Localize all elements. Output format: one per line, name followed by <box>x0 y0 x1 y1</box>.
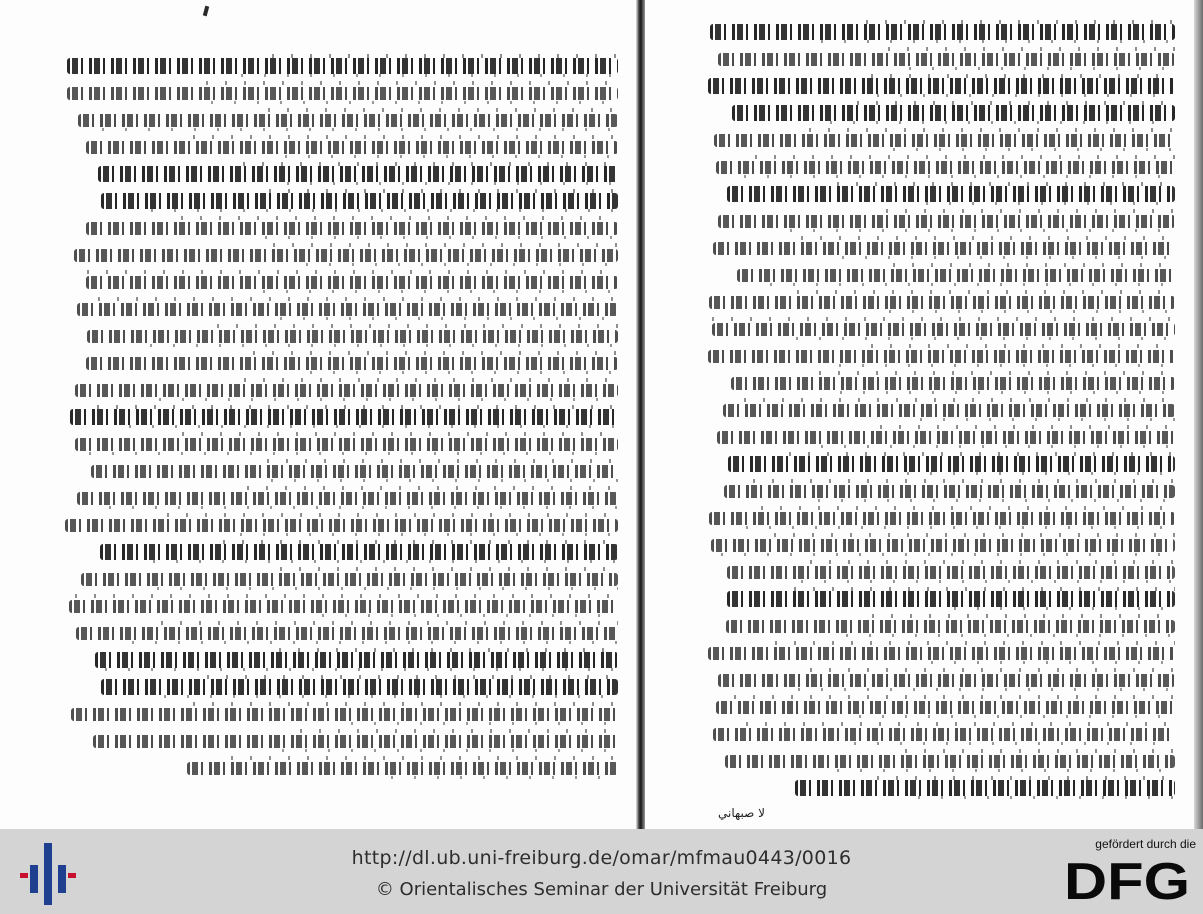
handwritten-text <box>86 222 618 235</box>
folio-mark <box>203 6 209 17</box>
diacritic-marks <box>882 310 1175 313</box>
handwritten-text <box>78 114 618 127</box>
manuscript-line <box>58 619 618 645</box>
diacritic-marks <box>299 263 618 266</box>
manuscript-line <box>701 45 1175 71</box>
book-gutter <box>636 0 645 829</box>
diacritic-marks <box>315 614 618 617</box>
diacritic-marks <box>911 796 1175 799</box>
handwritten-text <box>728 456 1175 472</box>
manuscript-line <box>701 315 1175 341</box>
diacritic-marks <box>823 121 1175 124</box>
handwritten-text <box>75 438 618 451</box>
diacritic-marks <box>739 526 1175 529</box>
diacritic-marks <box>256 290 618 293</box>
handwritten-text <box>716 161 1175 174</box>
diacritic-marks <box>797 290 1175 294</box>
diacritic-marks <box>870 94 1175 97</box>
handwritten-text <box>726 620 1175 633</box>
manuscript-line <box>701 180 1175 206</box>
diacritic-marks <box>763 283 1175 286</box>
manuscript-line <box>701 558 1175 584</box>
diacritic-marks <box>231 756 618 760</box>
manuscript-line <box>58 592 618 618</box>
manuscript-line <box>58 727 618 753</box>
diacritic-marks <box>886 148 1175 151</box>
diacritic-marks <box>761 506 1175 510</box>
handwritten-text <box>75 384 618 397</box>
diacritic-marks <box>161 621 618 625</box>
diacritic-marks <box>157 695 618 698</box>
handwritten-text <box>86 141 618 154</box>
manuscript-line <box>58 376 618 402</box>
manuscript-line <box>701 612 1175 638</box>
diacritic-marks <box>87 270 618 274</box>
diacritic-marks <box>819 371 1175 375</box>
diacritic-marks <box>193 135 618 139</box>
diacritic-marks <box>98 297 618 301</box>
left-manuscript-page <box>0 0 638 829</box>
diacritic-marks <box>182 432 618 436</box>
diacritic-marks <box>102 506 618 509</box>
diacritic-marks <box>152 398 618 401</box>
handwritten-text <box>67 58 618 74</box>
handwritten-text <box>69 600 618 613</box>
diacritic-marks <box>755 155 1175 159</box>
dfg-logo-icon <box>1064 855 1192 905</box>
diacritic-marks <box>791 688 1175 691</box>
handwritten-text <box>100 544 618 560</box>
diacritic-marks <box>902 67 1175 70</box>
handwritten-text <box>76 627 618 640</box>
manuscript-line <box>58 241 618 267</box>
handwritten-text <box>71 708 618 721</box>
manuscript-line <box>58 268 618 294</box>
manuscript-line <box>701 774 1175 800</box>
manuscript-line <box>58 52 618 78</box>
manuscript-line <box>701 450 1175 476</box>
handwritten-text <box>795 780 1175 796</box>
handwritten-text <box>70 409 618 425</box>
diacritic-marks <box>734 695 1175 699</box>
handwritten-text <box>709 512 1175 525</box>
diacritic-marks <box>206 81 618 85</box>
diacritic-marks <box>193 702 618 706</box>
manuscript-line <box>701 99 1175 125</box>
diacritic-marks <box>753 479 1175 483</box>
diacritic-marks <box>122 425 618 428</box>
handwritten-text <box>713 728 1175 741</box>
manuscript-line <box>58 349 618 375</box>
diacritic-marks <box>267 459 618 463</box>
diacritic-marks <box>810 668 1175 672</box>
manuscript-line <box>701 666 1175 692</box>
handwritten-text <box>718 674 1175 687</box>
viewer-footer <box>0 829 1203 914</box>
handwritten-text <box>74 249 618 262</box>
handwritten-text <box>718 53 1175 66</box>
diacritic-marks <box>258 236 618 239</box>
manuscript-line <box>701 585 1175 611</box>
handwritten-text <box>718 215 1175 228</box>
handwritten-text <box>713 242 1175 255</box>
handwritten-text <box>187 762 618 775</box>
handwritten-text <box>77 492 618 505</box>
handwritten-text <box>716 701 1175 714</box>
diacritic-marks <box>783 229 1175 232</box>
diacritic-marks <box>872 614 1175 618</box>
handwritten-text <box>723 404 1175 417</box>
manuscript-line <box>58 565 618 591</box>
manuscript-line <box>701 369 1175 395</box>
diacritic-marks <box>774 533 1175 537</box>
diacritic-marks <box>143 344 618 347</box>
diacritic-marks <box>344 722 618 725</box>
manuscript-line <box>58 106 618 132</box>
handwritten-text <box>91 465 618 478</box>
manuscript-line <box>58 187 618 213</box>
diacritic-marks <box>244 378 618 382</box>
diacritic-marks <box>181 216 618 220</box>
handwritten-text <box>731 377 1175 390</box>
diacritic-marks <box>253 351 618 355</box>
page-edge <box>1194 0 1203 829</box>
diacritic-marks <box>905 749 1175 753</box>
diacritic-marks <box>217 324 618 328</box>
handwritten-text <box>98 166 618 182</box>
handwritten-text <box>732 105 1175 121</box>
manuscript-line <box>58 214 618 240</box>
manuscript-line <box>701 207 1175 233</box>
manuscript-line <box>58 403 618 429</box>
handwritten-text <box>87 330 618 343</box>
diacritic-marks <box>809 128 1175 132</box>
manuscript-line <box>701 234 1175 260</box>
diacritic-marks <box>233 533 618 536</box>
diacritic-marks <box>947 607 1175 610</box>
manuscript-line <box>701 18 1175 44</box>
handwritten-text <box>711 539 1175 552</box>
manuscript-line <box>701 477 1175 503</box>
diacritic-marks <box>789 337 1175 340</box>
diacritic-marks <box>300 729 618 733</box>
diacritic-marks <box>712 317 1175 321</box>
left-page-text-block <box>58 52 618 781</box>
handwritten-text <box>708 78 1175 94</box>
diacritic-marks <box>146 560 618 563</box>
catchword: لا صبهاني <box>718 806 765 820</box>
diacritic-marks <box>75 594 618 598</box>
diacritic-marks <box>247 486 618 490</box>
handwritten-text <box>708 350 1175 363</box>
diacritic-marks <box>794 580 1175 583</box>
manuscript-line <box>701 153 1175 179</box>
manuscript-line <box>701 639 1175 665</box>
manuscript-line <box>58 511 618 537</box>
manuscript-line <box>701 72 1175 98</box>
handwritten-text <box>737 269 1175 282</box>
diacritic-marks <box>204 101 618 104</box>
handwritten-text <box>710 24 1175 40</box>
handwritten-text <box>67 87 618 100</box>
manuscript-line <box>701 126 1175 152</box>
diacritic-marks <box>833 391 1175 394</box>
diacritic-marks <box>125 641 618 644</box>
diacritic-marks <box>150 587 618 590</box>
manuscript-line <box>701 747 1175 773</box>
diacritic-marks <box>98 668 618 671</box>
diacritic-marks <box>835 256 1175 259</box>
manuscript-line <box>58 673 618 699</box>
manuscript-line <box>58 295 618 321</box>
manuscript-line <box>58 538 618 564</box>
handwritten-text <box>81 573 618 586</box>
diacritic-marks <box>924 661 1175 664</box>
manuscript-line <box>701 720 1175 746</box>
diacritic-marks <box>280 567 618 571</box>
manuscript-line <box>58 322 618 348</box>
manuscript-line <box>58 646 618 672</box>
manuscript-line <box>701 504 1175 530</box>
handwritten-text <box>727 186 1175 202</box>
manuscript-line <box>701 288 1175 314</box>
diacritic-marks <box>913 418 1175 421</box>
diacritic-marks <box>880 425 1175 429</box>
manuscript-line <box>58 160 618 186</box>
manuscript-line <box>701 693 1175 719</box>
diacritic-marks <box>268 108 618 112</box>
diacritic-marks <box>273 243 618 247</box>
diacritic-marks <box>847 742 1175 745</box>
manuscript-line <box>701 531 1175 557</box>
diacritic-marks <box>839 634 1175 637</box>
handwritten-text <box>714 134 1175 147</box>
manuscript-line <box>58 79 618 105</box>
diacritic-marks <box>852 715 1175 718</box>
handwritten-text <box>77 303 618 316</box>
manuscript-line <box>701 261 1175 287</box>
diacritic-marks <box>811 499 1175 502</box>
manuscript-line <box>701 396 1175 422</box>
manuscript-line <box>58 430 618 456</box>
handwritten-text <box>93 735 618 748</box>
handwritten-text <box>727 566 1175 579</box>
diacritic-marks <box>886 209 1175 213</box>
handwritten-text <box>101 679 618 695</box>
right-manuscript-page <box>645 0 1203 829</box>
dfg-funding-block <box>1062 837 1196 909</box>
diacritic-marks <box>893 263 1175 267</box>
handwritten-text <box>101 193 618 209</box>
diacritic-marks <box>744 398 1175 402</box>
handwritten-text <box>86 357 618 370</box>
manuscript-line <box>58 457 618 483</box>
handwritten-text <box>727 591 1175 607</box>
handwritten-text <box>725 755 1175 768</box>
diacritic-marks <box>384 776 618 779</box>
diacritic-marks <box>737 175 1175 178</box>
handwritten-text <box>717 431 1175 444</box>
right-page-text-block <box>701 18 1175 801</box>
diacritic-marks <box>801 236 1175 240</box>
diacritic-marks <box>810 560 1175 564</box>
diacritic-marks <box>714 553 1175 556</box>
diacritic-marks <box>264 479 618 482</box>
handwritten-text <box>86 276 618 289</box>
manuscript-line <box>58 484 618 510</box>
dfg-logo-text: DFG <box>1064 855 1190 905</box>
handwritten-text <box>708 647 1175 660</box>
diacritic-marks <box>814 40 1175 43</box>
diacritic-marks <box>82 452 618 455</box>
diacritic-marks <box>278 155 618 158</box>
diacritic-marks <box>775 641 1175 645</box>
diacritic-marks <box>814 445 1175 448</box>
manuscript-line <box>701 423 1175 449</box>
handwritten-text <box>95 652 618 668</box>
diacritic-marks <box>273 317 618 320</box>
document-url: http://dl.ub.uni-freiburg.de/omar/mfmau0443/0016 <box>351 847 852 869</box>
diacritic-marks <box>275 749 618 752</box>
funding-caption: gefördert durch die <box>1095 837 1196 851</box>
manuscript-line <box>58 133 618 159</box>
diacritic-marks <box>900 472 1175 475</box>
manuscript-line <box>58 754 618 780</box>
diacritic-marks <box>919 202 1175 205</box>
diacritic-marks <box>280 182 618 185</box>
handwritten-text <box>712 323 1175 336</box>
diacritic-marks <box>95 128 618 131</box>
diacritic-marks <box>234 74 618 77</box>
handwritten-text <box>65 519 618 532</box>
diacritic-marks <box>144 209 618 212</box>
diacritic-marks <box>303 371 618 374</box>
diacritic-marks <box>832 364 1175 367</box>
copyright-notice: © Orientalisches Seminar der Universität Freiburg <box>375 879 828 900</box>
handwritten-text <box>724 485 1175 498</box>
diacritic-marks <box>830 769 1175 772</box>
manuscript-line <box>58 700 618 726</box>
diacritic-marks <box>871 344 1175 348</box>
diacritic-marks <box>167 513 618 517</box>
diacritic-marks <box>888 47 1175 51</box>
handwritten-text <box>709 296 1175 309</box>
diacritic-marks <box>746 722 1175 726</box>
manuscript-line <box>701 342 1175 368</box>
